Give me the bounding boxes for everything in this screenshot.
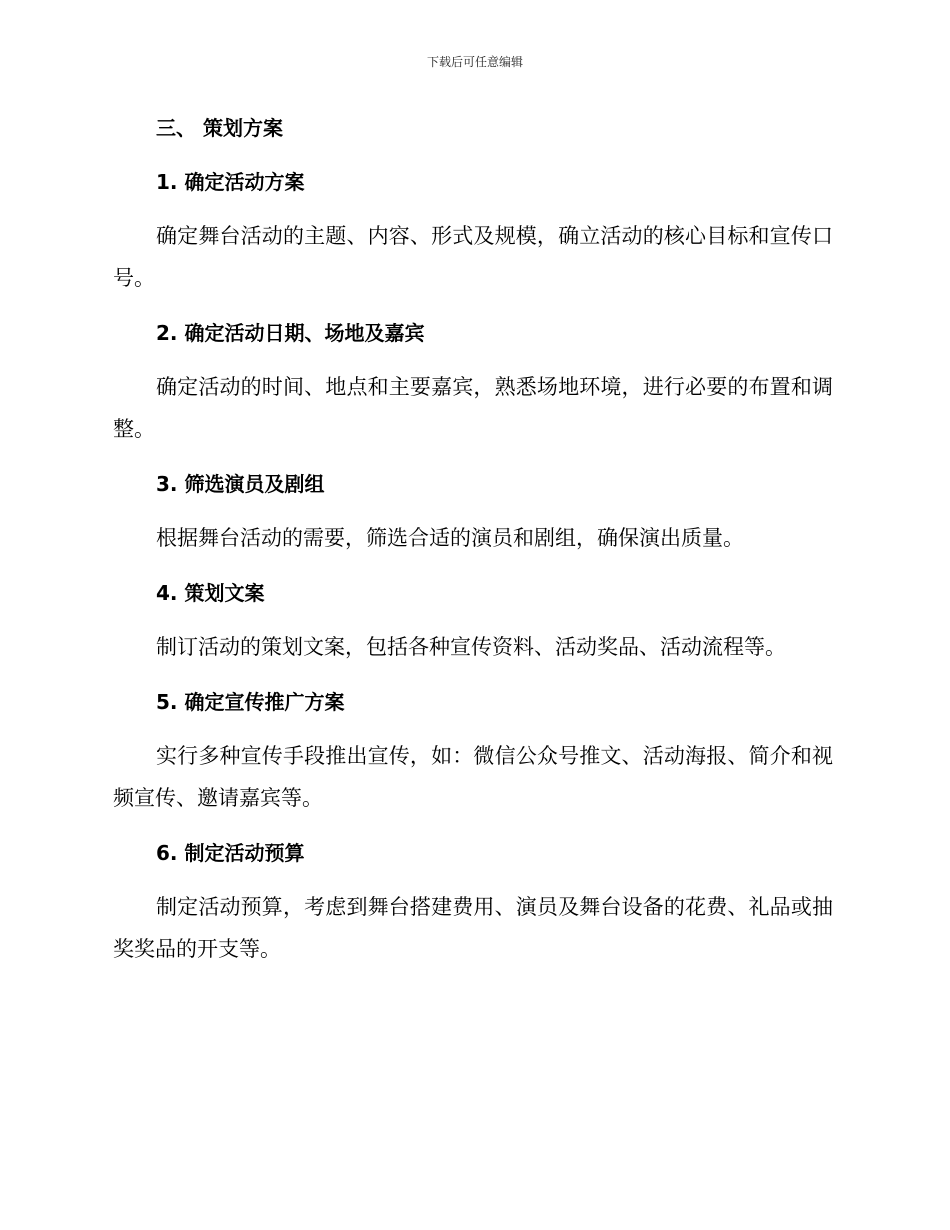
- paragraph: 根据舞台活动的需要，筛选合适的演员和剧组，确保演出质量。: [156, 526, 744, 550]
- subheading: 3. 筛选演员及剧组: [156, 472, 325, 496]
- subsection-5: [113, 682, 833, 819]
- subheading: 4. 策划文案: [156, 581, 265, 605]
- subheading: 2. 确定活动日期、场地及嘉宾: [156, 321, 425, 345]
- document-body: [113, 108, 833, 970]
- paragraph: 确定活动的时间、地点和主要嘉宾，熟悉场地环境，进行必要的布置和调整。: [113, 375, 833, 441]
- paragraph: 制定活动预算，考虑到舞台搭建费用、演员及舞台设备的花费、礼品或抽奖奖品的开支等。: [113, 895, 833, 961]
- subsection-4: [113, 573, 833, 668]
- subsection-6: [113, 833, 833, 970]
- paragraph: 制订活动的策划文案，包括各种宣传资料、活动奖品、活动流程等。: [156, 635, 786, 659]
- subsection-3: [113, 464, 833, 559]
- paragraph: 实行多种宣传手段推出宣传，如：微信公众号推文、活动海报、简介和视频宣传、邀请嘉宾等。: [113, 744, 833, 810]
- subsection-1: [113, 162, 833, 299]
- subsection-2: [113, 313, 833, 450]
- section-title: 三、 策划方案: [156, 116, 283, 140]
- subheading: 1. 确定活动方案: [156, 170, 305, 194]
- subheading: 6. 制定活动预算: [156, 841, 305, 865]
- paragraph: 确定舞台活动的主题、内容、形式及规模，确立活动的核心目标和宣传口号。: [113, 224, 833, 290]
- subheading: 5. 确定宣传推广方案: [156, 690, 345, 714]
- page-header-note: 下载后可任意编辑: [426, 55, 523, 69]
